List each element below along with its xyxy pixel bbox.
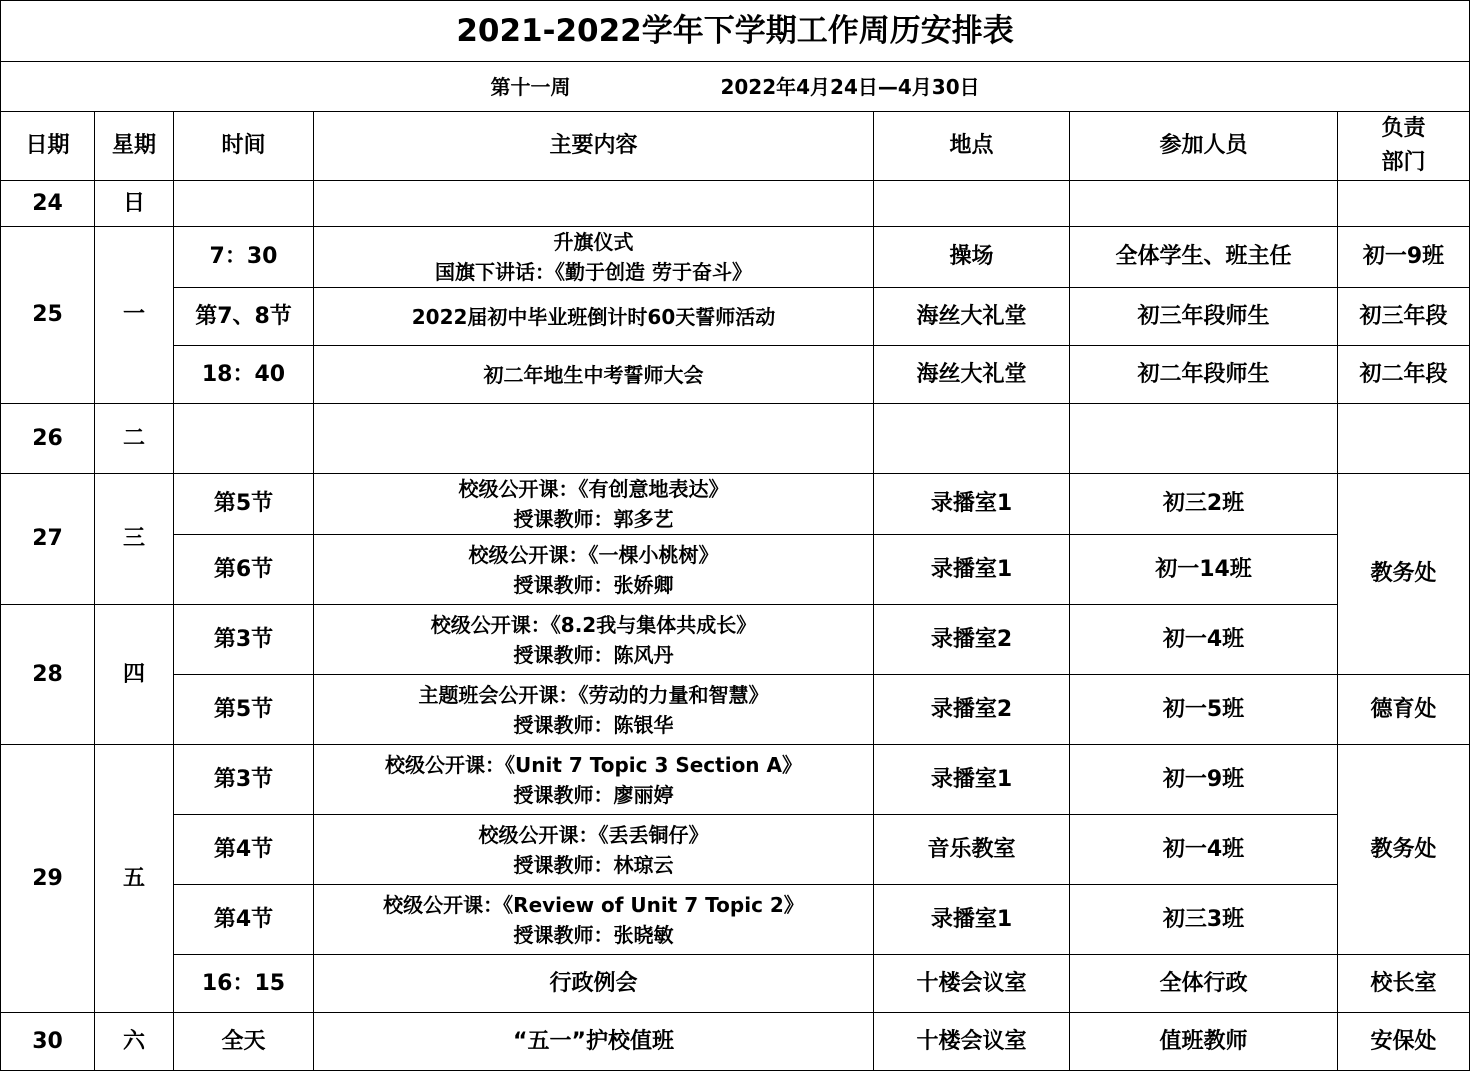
dept-cell: [1338, 181, 1470, 227]
time-cell: 7：30: [174, 227, 314, 288]
header-row: [1, 112, 1470, 181]
table-row: [1, 815, 1470, 885]
location-cell: [874, 404, 1070, 474]
content-cell: [314, 815, 874, 885]
participants-cell: 全体行政: [1070, 955, 1338, 1013]
table-row: [1, 955, 1470, 1013]
table-row: [1, 181, 1470, 227]
content-cell: [314, 885, 874, 955]
content-cell: 2022届初中毕业班倒计时60天誓师活动: [314, 288, 874, 346]
participants-cell: 初一14班: [1070, 535, 1338, 605]
dept-cell: 安保处: [1338, 1013, 1470, 1071]
content-cell: 初二年地生中考誓师大会: [314, 346, 874, 404]
weekday-cell: 三: [95, 474, 174, 605]
participants-cell: 初一9班: [1070, 745, 1338, 815]
location-cell: 海丝大礼堂: [874, 346, 1070, 404]
content-line1: 校级公开课：《丢丢铜仔》: [478, 822, 709, 847]
content-cell: [314, 675, 874, 745]
location-cell: 音乐教室: [874, 815, 1070, 885]
location-cell: 录播室1: [874, 745, 1070, 815]
table-row: [1, 535, 1470, 605]
content-line1: 校级公开课：《有创意地表达》: [458, 477, 729, 501]
table-row: [1, 288, 1470, 346]
time-cell: 第7、8节: [174, 288, 314, 346]
time-cell: 16：15: [174, 955, 314, 1013]
participants-cell: [1070, 404, 1338, 474]
content-cell: 行政例会: [314, 955, 874, 1013]
date-cell: 28: [1, 605, 95, 745]
time-cell: 第4节: [174, 815, 314, 885]
header-dept-line1: 负责: [1381, 116, 1426, 141]
participants-cell: 全体学生、班主任: [1070, 227, 1338, 288]
content-line2: 授课教师：廖丽婷: [513, 782, 674, 807]
content-cell: [314, 227, 874, 288]
table-row: [1, 474, 1470, 535]
header-content: 主要内容: [314, 112, 874, 181]
date-cell: 25: [1, 227, 95, 404]
time-cell: 第3节: [174, 605, 314, 675]
participants-cell: 初一4班: [1070, 605, 1338, 675]
content-line2: 授课教师：陈风丹: [513, 642, 674, 667]
content-cell: [314, 181, 874, 227]
time-cell: 第4节: [174, 885, 314, 955]
date-cell: 26: [1, 404, 95, 474]
header-date: 日期: [1, 112, 95, 181]
location-cell: 录播室2: [874, 675, 1070, 745]
week-info: [1, 62, 1470, 112]
weekday-cell: 四: [95, 605, 174, 745]
location-cell: 录播室1: [874, 885, 1070, 955]
dept-cell: 德育处: [1338, 675, 1470, 745]
time-cell: 18：40: [174, 346, 314, 404]
content-line1: 校级公开课：《8.2我与集体共成长》: [430, 612, 757, 637]
weekday-cell: 二: [95, 404, 174, 474]
weekday-cell: 一: [95, 227, 174, 404]
content-line1: 主题班会公开课：《劳动的力量和智慧》: [418, 682, 769, 707]
participants-cell: [1070, 181, 1338, 227]
location-cell: 操场: [874, 227, 1070, 288]
time-cell: 第6节: [174, 535, 314, 605]
weekday-cell: 五: [95, 745, 174, 1013]
table-row: [1, 1013, 1470, 1071]
dept-cell: 初三年段: [1338, 288, 1470, 346]
content-line1: 升旗仪式: [553, 230, 634, 254]
table-row: [1, 885, 1470, 955]
content-cell: “五一”护校值班: [314, 1013, 874, 1071]
time-cell: 全天: [174, 1013, 314, 1071]
title-row: [1, 1, 1470, 62]
time-cell: 第5节: [174, 675, 314, 745]
week-label: 第十一周: [490, 74, 571, 99]
participants-cell: 值班教师: [1070, 1013, 1338, 1071]
content-line2: 国旗下讲话：《勤于创造 劳于奋斗》: [435, 260, 752, 284]
header-dept-line2: 部门: [1381, 150, 1426, 175]
table-row: [1, 605, 1470, 675]
location-cell: [874, 181, 1070, 227]
location-cell: 录播室2: [874, 605, 1070, 675]
content-line1: 校级公开课：《一棵小桃树》: [468, 542, 719, 567]
header-weekday: 星期: [95, 112, 174, 181]
header-participants: 参加人员: [1070, 112, 1338, 181]
weekday-cell: 日: [95, 181, 174, 227]
location-cell: 录播室1: [874, 535, 1070, 605]
dept-cell: 初一9班: [1338, 227, 1470, 288]
content-line2: 授课教师：张晓敏: [513, 922, 674, 947]
dept-cell: 初二年段: [1338, 346, 1470, 404]
content-line1: 校级公开课：《Unit 7 Topic 3 Section A》: [385, 752, 802, 777]
location-cell: 十楼会议室: [874, 1013, 1070, 1071]
time-cell: [174, 181, 314, 227]
participants-cell: 初一5班: [1070, 675, 1338, 745]
header-time: 时间: [174, 112, 314, 181]
date-cell: 24: [1, 181, 95, 227]
table-row: [1, 346, 1470, 404]
participants-cell: 初三年段师生: [1070, 288, 1338, 346]
dept-cell: [1338, 404, 1470, 474]
content-line2: 授课教师：林琼云: [513, 852, 674, 877]
table-row: [1, 675, 1470, 745]
date-cell: 27: [1, 474, 95, 605]
date-cell: 29: [1, 745, 95, 1013]
time-cell: 第5节: [174, 474, 314, 535]
time-cell: 第3节: [174, 745, 314, 815]
participants-cell: 初一4班: [1070, 815, 1338, 885]
location-cell: 十楼会议室: [874, 955, 1070, 1013]
dept-cell-merged: 教务处: [1338, 745, 1470, 955]
header-dept: [1338, 112, 1470, 181]
content-line2: 授课教师：张娇卿: [513, 572, 674, 597]
date-cell: 30: [1, 1013, 95, 1071]
content-cell: [314, 745, 874, 815]
page-title: 2021-2022学年下学期工作周历安排表: [1, 1, 1470, 62]
content-cell: [314, 535, 874, 605]
content-line2: 授课教师：郭多艺: [513, 507, 674, 531]
time-cell: [174, 404, 314, 474]
participants-cell: 初三3班: [1070, 885, 1338, 955]
header-location: 地点: [874, 112, 1070, 181]
location-cell: 录播室1: [874, 474, 1070, 535]
table-row: [1, 745, 1470, 815]
content-cell: [314, 474, 874, 535]
content-cell: [314, 605, 874, 675]
table-row: [1, 227, 1470, 288]
dept-cell: 校长室: [1338, 955, 1470, 1013]
dept-cell-merged: 教务处: [1338, 474, 1470, 675]
participants-cell: 初二年段师生: [1070, 346, 1338, 404]
content-line1: 校级公开课：《Review of Unit 7 Topic 2》: [383, 892, 804, 917]
table-row: [1, 404, 1470, 474]
content-line2: 授课教师：陈银华: [513, 712, 674, 737]
participants-cell: 初三2班: [1070, 474, 1338, 535]
weekday-cell: 六: [95, 1013, 174, 1071]
content-cell: [314, 404, 874, 474]
week-row: [1, 62, 1470, 112]
location-cell: 海丝大礼堂: [874, 288, 1070, 346]
date-range: 2022年4月24日—4月30日: [720, 74, 980, 99]
